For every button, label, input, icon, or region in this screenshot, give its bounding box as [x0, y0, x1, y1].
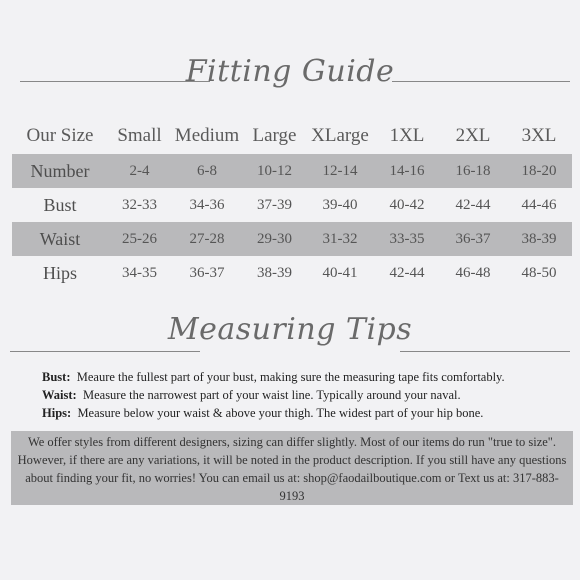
size-chart-table: [12, 118, 572, 290]
row-label: Waist: [12, 222, 108, 256]
table-cell: 34-35: [122, 264, 157, 281]
table-cell: 42-44: [455, 196, 491, 213]
sizing-note: We offer styles from different designers, sizing can differ slightly. Most of our items do run "true to size". However, if there are any variations, it will be noted in the product description. If you still have any questions about finding your fit, no worries! You can email us at: shop@faodailboutique.com or Text us at: 317-883-9193: [11, 431, 573, 505]
table-cell: 42-44: [389, 264, 425, 281]
table-row-number: [12, 154, 572, 188]
fitting-guide-title: Fitting Guide: [185, 54, 395, 89]
table-header-row: [12, 118, 572, 154]
tip-item-hips: [42, 404, 562, 422]
heading-rule-right: [400, 351, 570, 352]
table-cell: 34-36: [189, 196, 225, 213]
table-cell: 38-39: [257, 264, 292, 281]
row-label: Bust: [43, 194, 77, 215]
row-label: Hips: [42, 262, 77, 283]
measuring-tips-heading: [0, 306, 580, 356]
column-header: Medium: [174, 125, 240, 146]
column-header: 1XL: [389, 125, 425, 146]
table-cell: 10-12: [243, 154, 306, 188]
table-cell: 6-8: [171, 154, 243, 188]
table-cell: 16-18: [440, 154, 506, 188]
tip-term: Waist:: [42, 388, 77, 402]
column-header: 3XL: [521, 125, 557, 146]
tip-term: Bust:: [42, 370, 71, 384]
table-cell: 36-37: [440, 222, 506, 256]
table-cell: 31-32: [306, 222, 374, 256]
table-cell: 46-48: [455, 264, 491, 281]
tip-term: Hips:: [42, 406, 72, 420]
column-header: Large: [252, 125, 297, 146]
column-header: Our Size: [26, 125, 94, 146]
table-row-hips: [12, 256, 572, 290]
table-cell: 40-41: [322, 264, 358, 281]
tip-text: Meaure the fullest part of your bust, making sure the measuring tape fits comfortably.: [76, 370, 505, 384]
table-cell: 33-35: [374, 222, 440, 256]
measuring-tips-list: [42, 368, 562, 422]
tip-text: Measure below your waist & above your thigh. The widest part of your hip bone.: [77, 406, 484, 420]
column-header: Small: [117, 125, 162, 146]
row-label: Number: [12, 154, 108, 188]
table-cell: 14-16: [374, 154, 440, 188]
measuring-tips-title: Measuring Tips: [167, 312, 413, 347]
table-cell: 37-39: [257, 196, 292, 213]
table-cell: 27-28: [171, 222, 243, 256]
table-row-waist: [12, 222, 572, 256]
table-cell: 44-46: [521, 196, 557, 213]
table-cell: 25-26: [108, 222, 171, 256]
table-cell: 12-14: [306, 154, 374, 188]
table-cell: 38-39: [506, 222, 572, 256]
tip-item-waist: [42, 386, 562, 404]
table-cell: 48-50: [521, 264, 557, 281]
table-cell: 32-33: [122, 196, 157, 213]
table-cell: 40-42: [389, 196, 425, 213]
table-cell: 29-30: [243, 222, 306, 256]
fitting-guide-heading: [0, 50, 580, 100]
table-row-bust: [12, 188, 572, 222]
table-cell: 2-4: [108, 154, 171, 188]
tip-item-bust: [42, 368, 562, 386]
heading-rule-left: [10, 351, 200, 352]
tip-text: Measure the narrowest part of your waist line. Typically around your naval.: [82, 388, 461, 402]
column-header: 2XL: [455, 125, 491, 146]
table-cell: 36-37: [189, 264, 225, 281]
table-cell: 18-20: [506, 154, 572, 188]
table-cell: 39-40: [322, 196, 358, 213]
column-header: XLarge: [311, 125, 369, 146]
